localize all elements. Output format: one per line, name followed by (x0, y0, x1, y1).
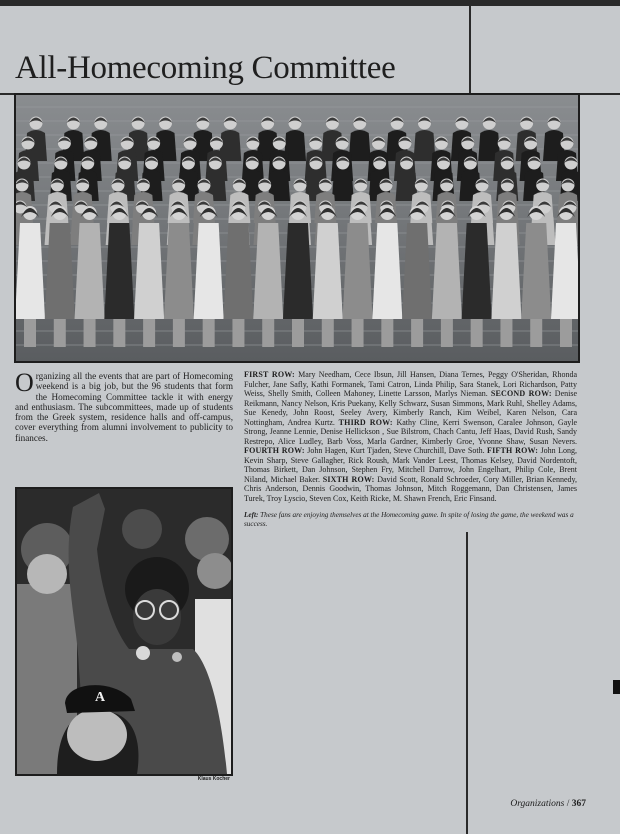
top-rule (0, 0, 620, 6)
row-label-first: FIRST ROW: (244, 370, 295, 379)
row-names-fifth: John Long, Kevin Sharp, Steve Gallagher, Rick Roush, Mark Vander Leest, Thomas Kelsey, David Nordentoft, Thomas Birkett, Dan Johnson, Stephen Fry, Mitchell Darrow, John Engelhart, Philip Cole, Brent Niland, Michael Baker. (244, 446, 577, 484)
fans-photo (15, 487, 233, 776)
row-label-sixth: SIXTH ROW: (322, 474, 375, 484)
row-label-second: SECOND ROW: (490, 389, 552, 398)
row-label-fourth: FOURTH ROW: (244, 446, 305, 455)
committee-group-photo (14, 93, 580, 363)
row-listing (244, 370, 577, 503)
row-names-sixth: David Scott, Ronald Schroeder, Cory Miller, Brian Kennedy, Chris Anderson, Dennis Goodwin, Thomas Johnson, Mitch Roggemann, Dan Christensen, James Turek, Troy Lyscio, Steven Cox, Keith Ricke, M. Shawn French, Eric Finsand. (244, 474, 578, 503)
row-names-second: Denise Reikmann, Nancy Nelson, Kris Puekany, Kelly Schwarz, Susan Simmons, Mark Ruhl, Shelley Adams, Sue Kenedy, John Roost, Seeley Avery, Kimberly Ranch, Kim Weibel, Karen Nelson, Cara Nottingham, Andrea Kurtz. (244, 389, 578, 427)
page-folio (480, 799, 586, 809)
edge-strip (613, 680, 620, 694)
page-title: All-Homecoming Committee (15, 50, 396, 86)
row-label-fifth: FIFTH ROW: (487, 446, 539, 455)
intro-paragraph (15, 368, 233, 443)
column-divider (466, 532, 468, 834)
header-divider (469, 6, 471, 94)
folio-section: Organizations (510, 799, 565, 809)
photo-credit: Klaus Kocher (197, 776, 230, 782)
folio-separator: / (564, 799, 572, 809)
page-number: 367 (571, 799, 586, 809)
row-names-fourth: John Hagen, Kurt Tjaden, Steve Churchill, Dave Soth. (307, 446, 485, 455)
intro-text: rganizing all the events that are part of Homecoming weekend is a big job, but the 96 students that form the Homecoming Committee tackle it with energy and enthusiasm. The subcommittees, made up of students from the Greek system, residence halls and off-campus, cover everything from alumni involvement to publicity to finances. (15, 371, 233, 443)
row-label-third: THIRD ROW: (338, 417, 393, 427)
caption-text: These fans are enjoying themselves at the Homecoming game. In spite of losing the game, the weekend was a success. (244, 511, 574, 528)
drop-cap: O (15, 368, 34, 397)
photo-caption (244, 511, 577, 529)
caption-lead: Left: (244, 511, 259, 519)
svg-text:A: A (95, 690, 106, 705)
row-names-third: Kathy Cline, Kerri Swenson, Caralee Johnson, Gayle Strong, Jeanne Lennie, Denise Hellickson , Sue Bilstrom, Chach Cantu, Jeff Haas, David Rush, Sandy Restrepo, Alice Ludley, Barb Voss, Marla Gardner, Kimberly Groe, Yvonne Shaw, Susan Nevers. (244, 417, 578, 446)
row-names-first: Mary Needham, Cece Ibsun, Jill Hansen, Diana Ternes, Peggy O'Sheridan, Rhonda Fulcher, Jane Safly, Kathi Formanek, Tami Catron, Linda Philip, Sara Stanek, Lori Richardson, Patty Weiss, Shelly Smith, Colleen Mahoney, Linette Larsson, Marlys Nieman. (244, 370, 578, 398)
